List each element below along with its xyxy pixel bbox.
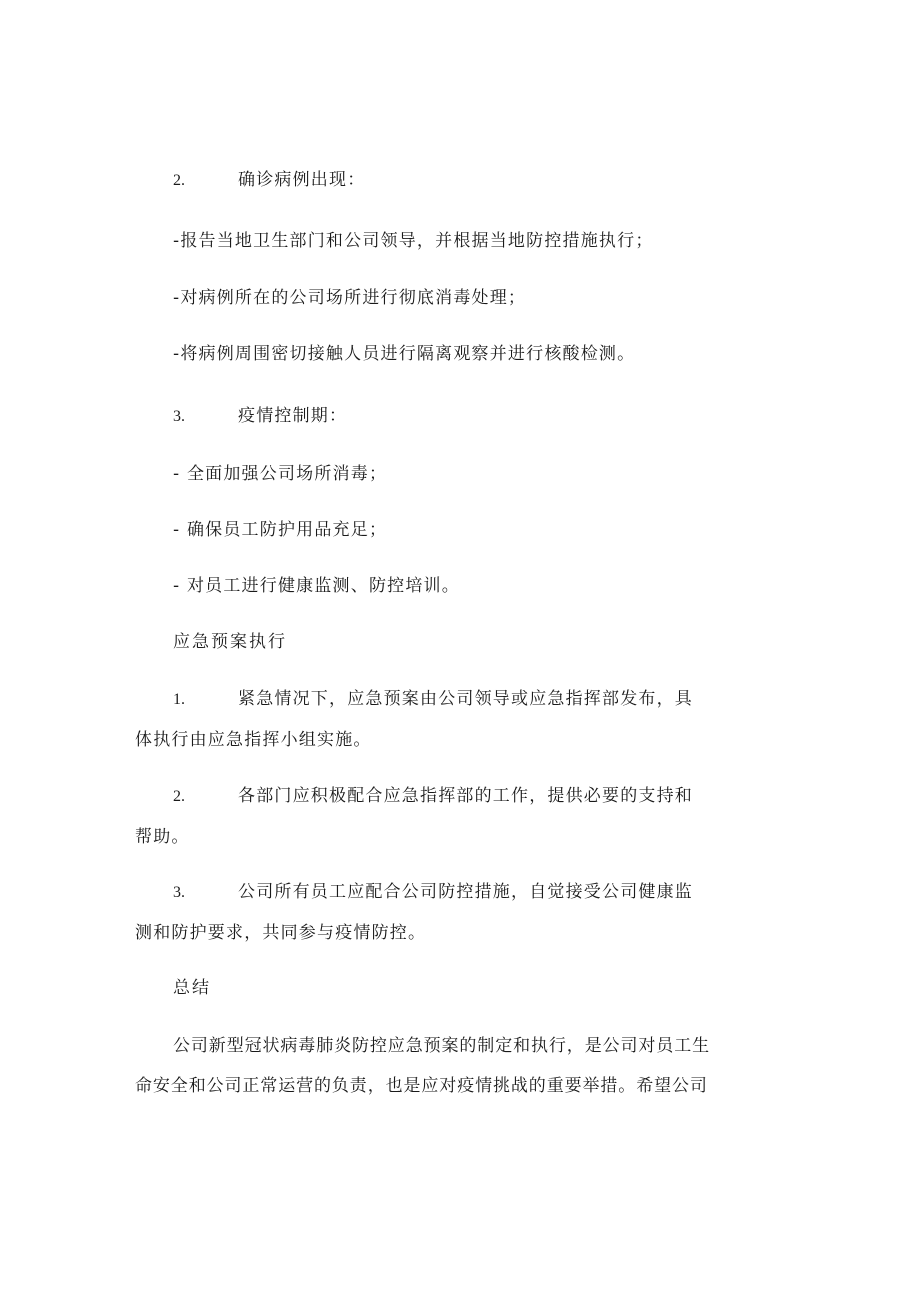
list-item: - 全面加强公司场所消毒； [173, 464, 388, 484]
paragraph-line: 测和防护要求，共同参与疫情防控。 [135, 923, 427, 943]
section-title: 疫情控制期： [238, 406, 348, 426]
list-item: - 对员工进行健康监测、防控培训。 [173, 576, 460, 596]
item-number: 2. [173, 788, 185, 805]
paragraph-line: 公司所有员工应配合公司防控措施，自觉接受公司健康监 [238, 882, 693, 902]
section-number: 3. [173, 408, 185, 425]
paragraph-line: 帮助。 [135, 827, 190, 847]
item-number: 1. [173, 691, 185, 708]
list-item: -对病例所在的公司场所进行彻底消毒处理； [173, 288, 527, 308]
section-title: 确诊病例出现： [238, 170, 366, 190]
section-heading: 总结 [173, 978, 211, 998]
list-item: -将病例周围密切接触人员进行隔离观察并进行核酸检测。 [173, 344, 636, 364]
paragraph-line: 体执行由应急指挥小组实施。 [135, 730, 372, 750]
list-item: -报告当地卫生部门和公司领导，并根据当地防控措施执行； [173, 231, 654, 251]
paragraph-line: 紧急情况下，应急预案由公司领导或应急指挥部发布，具 [238, 689, 693, 709]
item-number: 3. [173, 884, 185, 901]
section-number: 2. [173, 172, 185, 189]
paragraph-line: 命安全和公司正常运营的负责，也是应对疫情挑战的重要举措。希望公司 [135, 1076, 708, 1096]
list-item: - 确保员工防护用品充足； [173, 520, 388, 540]
section-heading: 应急预案执行 [173, 632, 287, 652]
paragraph-line: 各部门应积极配合应急指挥部的工作，提供必要的支持和 [238, 786, 693, 806]
paragraph-line: 公司新型冠状病毒肺炎防控应急预案的制定和执行，是公司对员工生 [173, 1036, 710, 1056]
